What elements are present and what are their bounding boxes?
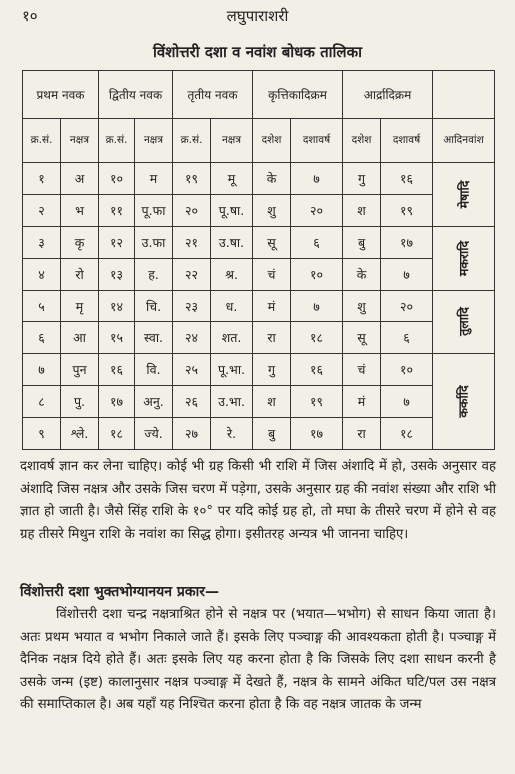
navamsha-label: कर्कादि [456,385,472,418]
section-heading: विंशोत्तरी दशा भुक्तभोग्यानयन प्रकार— [20,584,219,600]
table-cell: १६ [381,163,433,195]
table-cell: १९ [173,163,211,195]
table-cell: मू [211,163,253,195]
running-head: लघुपाराशरी [226,7,289,25]
table-cell: २२ [173,258,211,290]
column-header: नक्षत्र [61,118,99,162]
table-cell: १६ [99,354,135,386]
table-cell: १३ [99,258,135,290]
table-cell: मं [253,290,291,322]
table-cell: २७ [173,418,211,450]
table-cell: शत. [211,322,253,354]
table-cell: आ [61,322,99,354]
table-cell: १० [99,163,135,195]
table-cell: १८ [381,418,433,450]
table-cell: बु [343,226,381,258]
table-cell: ६ [291,226,343,258]
table-cell: उ.भा. [211,386,253,418]
table-cell: १९ [291,386,343,418]
paragraph-2: विंशोत्तरी दशा चन्द्र नक्षत्राश्रित होने से नक्षत्र पर (भयात—भभोग) से साधन किया जाता है। अतः प्रथम भयात व भभोग निकाले जाते हैं। इसके लिए पञ्चाङ्ग की आवश्यकता होती है। पञ्चाङ्ग में दैनिक नक्षत्र दिये होते हैं। अतः इसके लिए यह करना होता है कि जिसके लिए दशा साधन करनी है उसके जन्म (इष्ट) कालानुसार नक्षत्र पञ्चाङ्ग में देखते हैं, नक्षत्र के सामने अंकित घटि/पल उस नक्षत्र की समाप्तिकाल है। अब यहाँ यह निश्चित करना होता है कि वह नक्षत्र जातक के जन्म [20,607,496,712]
table-body [23,163,495,450]
table-cell: १ [23,163,61,195]
table-cell: २० [291,194,343,226]
table-cell: पू.फा [135,194,173,226]
group-header: प्रथम नवक [23,71,99,119]
table-row [23,322,495,354]
table-cell: १२ [99,226,135,258]
column-header: क्र.सं. [99,118,135,162]
column-header: क्र.सं. [23,118,61,162]
table-cell: ७ [381,258,433,290]
table-cell: ८ [23,386,61,418]
table-cell: १७ [291,418,343,450]
group-header: तृतीय नवक [173,71,253,119]
navamsha-label: मकरादि [456,240,472,276]
table-row [23,194,495,226]
table-cell: १८ [291,322,343,354]
table-cell: ध. [211,290,253,322]
table-cell: ११ [99,194,135,226]
table-cell: १८ [99,418,135,450]
group-header: द्वितीय नवक [99,71,173,119]
column-header: क्र.सं. [173,118,211,162]
table-cell: ४ [23,258,61,290]
table-cell: ३ [23,226,61,258]
table-row [23,418,495,450]
table-cell: पु. [61,386,99,418]
column-header: दशेश [253,118,291,162]
table-cell: श [253,386,291,418]
table-cell: २५ [173,354,211,386]
table-cell: २१ [173,226,211,258]
table-row [23,354,495,386]
dasha-navamsha-table [22,70,495,450]
table-cell: १७ [99,386,135,418]
corner-cell [433,71,495,119]
table-cell: मृ [61,290,99,322]
column-header: दशावर्ष [381,118,433,162]
column-header: आदिनवांश [433,118,495,162]
table-cell: पुन [61,354,99,386]
table-cell: चि. [135,290,173,322]
table-cell: स्वा. [135,322,173,354]
table-row [23,290,495,322]
table-cell: २० [173,194,211,226]
table-cell: १७ [381,226,433,258]
table-cell: पू.भा. [211,354,253,386]
table-row [23,226,495,258]
table-row [23,386,495,418]
table-cell: चं [343,354,381,386]
table-cell: पू.षा. [211,194,253,226]
table-cell: १५ [99,322,135,354]
table-cell: गु [253,354,291,386]
table-cell: ७ [381,386,433,418]
table-cell: शु [253,194,291,226]
table-cell: ५ [23,290,61,322]
column-header: नक्षत्र [211,118,253,162]
column-header: दशेश [343,118,381,162]
table-cell: शु [343,290,381,322]
table-cell: २० [381,290,433,322]
table-cell: १० [291,258,343,290]
table-cell: म [135,163,173,195]
table-cell: रा [253,322,291,354]
page-header [0,0,515,28]
table-cell: गु [343,163,381,195]
table-cell: चं [253,258,291,290]
table-cell: वि. [135,354,173,386]
group-header-row [23,71,495,119]
table-cell: सू [343,322,381,354]
table-cell: श्र. [211,258,253,290]
column-header: दशावर्ष [291,118,343,162]
table-cell: १४ [99,290,135,322]
table-cell: २६ [173,386,211,418]
table-title: विंशोत्तरी दशा व नवांश बोधक तालिका [152,43,363,61]
table-cell: ७ [291,163,343,195]
table-cell: ९ [23,418,61,450]
navamsha-label: तुलादि [456,307,472,337]
table-cell: ६ [23,322,61,354]
table-cell: ७ [291,290,343,322]
table-cell: उ.फा [135,226,173,258]
table-cell: ह. [135,258,173,290]
navamsha-cell [433,226,495,290]
sub-header-row [23,118,495,162]
table-cell: २३ [173,290,211,322]
table-cell: ६ [381,322,433,354]
table-cell: १० [381,354,433,386]
paragraph-1: दशावर्ष ज्ञान कर लेना चाहिए। कोई भी ग्रह किसी भी राशि में जिस अंशादि में हो, उसके अनुसार वह अंशादि जिस नक्षत्र और उसके जिस चरण में पड़ेगा, उसके अनुसार ग्रह की नवांश संख्या और राशि भी ज्ञात हो जाती है। जैसे सिंह राशि के १०° पर यदि कोई ग्रह हो, तो मघा के तीसरे चरण में होने से वह ग्रह तीसरे मिथुन राशि के नवांश का सिद्ध होगा। इसीतरह अन्यत्र भी जानना चाहिए। [20,459,496,542]
table-cell: के [343,258,381,290]
table-cell: मं [343,386,381,418]
table-row [23,163,495,195]
table-cell: बु [253,418,291,450]
table-cell: २४ [173,322,211,354]
table-cell: कृ [61,226,99,258]
table-cell: अ [61,163,99,195]
table-cell: २ [23,194,61,226]
table-cell: रे. [211,418,253,450]
table-row [23,258,495,290]
navamsha-label: मेषादि [456,180,472,209]
table-cell: अनु. [135,386,173,418]
table-cell: रो [61,258,99,290]
group-header: आर्द्रादिक्रम [343,71,433,119]
column-header: नक्षत्र [135,118,173,162]
table-cell: श [343,194,381,226]
page-number: १० [22,7,38,25]
table-cell: सू [253,226,291,258]
navamsha-cell [433,354,495,450]
navamsha-cell [433,290,495,354]
table-cell: ७ [23,354,61,386]
navamsha-cell [433,163,495,227]
table-cell: ज्ये. [135,418,173,450]
table-cell: श्ले. [61,418,99,450]
table-cell: १९ [381,194,433,226]
table-cell: रा [343,418,381,450]
group-header: कृत्तिकादिक्रम [253,71,343,119]
table-cell: उ.षा. [211,226,253,258]
table-cell: १६ [291,354,343,386]
table-cell: भ [61,194,99,226]
table-cell: के [253,163,291,195]
